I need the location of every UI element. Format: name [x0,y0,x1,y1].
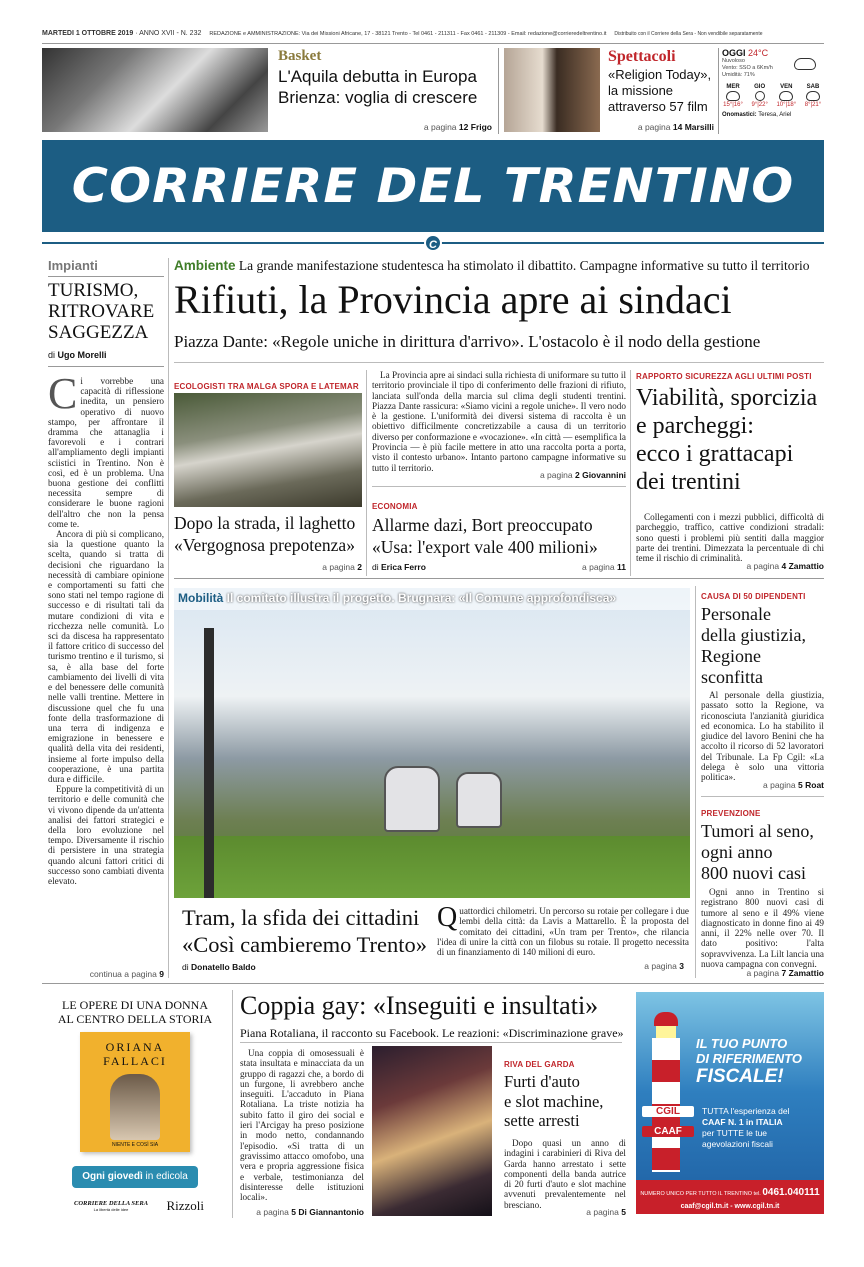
caaf-badge: CAAF [642,1126,694,1137]
main-body: La Provincia apre ai sindaci sulla richiesta di uniformare su tutto il territorio provinciale il tipo di conferimento delle frazioni di rifiuto, lanciata sull'onda della marcia sul clima degli studenti trentini. Piazza Dante rassicura: «Siamo vicini a regole uniche». Il vero nodo è la gestione. L'uniformità dei diversi sistema di raccolta è un obiettivo difficilmente concretizzabile a causa di un territorio diverso per conformazione e «vocazione». «In città — esemplifica la Provincia — è più facile mettere in atto una raccolta porta a porta, visto il contesto urbano». Intanto partono campagne informative su tutto il territorio. [372,370,626,473]
editorial-kicker: Impianti [48,258,98,273]
spettacoli-photo[interactable] [504,48,600,132]
tram-vehicle-left [384,766,440,832]
caaf-headline-line3: FISCALE! [696,1066,784,1087]
masthead[interactable] [42,140,824,232]
weather-condition: Nuvoloso [722,58,745,64]
caaf-sub4: agevolazioni fiscali [702,1139,773,1149]
giustizia-headline[interactable] [701,604,806,688]
tumori-line2: ogni anno [701,842,773,862]
basket-headline-line1: L'Aquila debutta in Europa [278,67,477,86]
main-kicker-line [174,258,809,274]
tram-page-ref[interactable]: a pagina 3 [644,961,684,971]
weather-day-gio: GIO 9°|22° [751,84,768,108]
caaf-number-line[interactable] [636,1187,824,1198]
main-kicker-text: La grande manifestazione studentesca ha stimolato il dibattito. Campagne informative su tutto il territorio [238,258,810,273]
editorial-p2: Ancora di più si complicano, sia la questione quanto la scelta, quando si tratta di decisioni che riguardano la necessità di cambiare opinione e comportamenti su fatti che sono stati nel tempo ragione di successo e di risultati tali da mutare condizioni di vita e ricchezza nelle comunità. Lo sci da discesa ha rappresentato il fattore critico di successo del turismo trentino e il turismo, si sa, è alla base del forte cambiamento dei livelli di vita e del benessere delle comunità nelle valli trentine. Mettere in discussione quel che fu una fonte della trasformazione di una terra di indigenza e emigrazione in benessere e qualità della vita dei residenti, insieme al forte impulso della cooperazione, è una partita dura e difficile. [48,529,164,784]
weather-humidity: Umidità: 71% [722,72,755,78]
viabilita-line4: dei trentini [636,469,741,495]
caaf-headline [696,1036,802,1087]
spettacoli-headline[interactable] [608,67,711,115]
issue-number: ANNO XVII - N. 232 [139,30,202,37]
page-num: 14 [672,122,683,132]
laghetto-page-ref[interactable]: a pagina 2 [322,562,362,572]
editorial-title-line1: TURISMO, [48,280,139,301]
main-subhead: Piazza Dante: «Regole uniche in dirittura d'arrivo». L'ostacolo è il nodo della gestione [174,332,761,351]
main-page-ref[interactable]: a pagina 2 Giovannini [539,470,626,480]
coppia-body: Una coppia di omosessuali è stata insultata e minacciata da un gruppo di ragazzi che, a bordo di un furgone, li avrebbero anche inseguiti. L'accaduto in Piana Rotaliana. La triste notizia ha subito fatto il giro dei social e ieri l'Arcigay ha preso posizione in modo netto, condannando l'episodio. «Si tratta di un gravissimo attacco omofobo, una vera e propria aggressione fisica e verbale, testimonianza del disinteresse delle istituzioni locali». [240,1048,364,1203]
main-headline[interactable]: Rifiuti, la Provincia apre ai sindaci [174,277,732,322]
sun-icon [755,91,765,101]
dazi-line2: «Usa: l'export vale 400 milioni» [372,537,598,557]
dazi-kicker: ECONOMIA [372,502,418,511]
editorial-body [48,369,164,886]
rizzoli-brand: Rizzoli [166,1198,204,1213]
rain-icon [726,91,740,101]
furti-line1: Furti d'auto [504,1072,580,1091]
fallaci-book-line2: FALLACI [103,1054,167,1068]
fallaci-ad-title-line2: AL CENTRO DELLA STORIA [57,1012,213,1026]
furti-kicker: RIVA DEL GARDA [504,1060,575,1069]
distribution-note: Distribuito con il Corriere della Sera - Non vendibile separatamente [614,31,763,37]
tram-dropcap: Q [437,902,458,933]
weather-day-ven: VEN 10°|18° [776,84,797,108]
caaf-subtext [702,1106,789,1150]
lighthouse-icon [646,1012,686,1172]
laghetto-photo[interactable] [174,393,362,507]
dazi-page-ref[interactable]: a pagina 11 [582,562,626,572]
tumori-line3: 800 nuovi casi [701,863,806,883]
viabilita-body: Collegamenti con i mezzi pubblici, difficoltà di parcheggio, traffico, cattive condizioni stradali: sono questi i problemi più sentiti dalla maggior parte dei trentini. Dimezzata la percentuale di chi teme il rischio di criminalità. [636,512,824,564]
dazi-line1: Allarme dazi, Bort preoccupato [372,515,593,535]
office-address: REDAZIONE e AMMINISTRAZIONE: Via dei Missioni Africane, 17 - 38121 Trento - Tel 0461 - 211311 - Fax 0461 - 211309 - Email: redazione@corrieredeltrentino.it [209,31,607,37]
caaf-contacts[interactable]: caaf@cgil.tn.it - www.cgil.tn.it [680,1203,780,1210]
fallaci-ad-title [42,998,228,1026]
viabilita-headline[interactable] [636,384,817,496]
basket-kicker: Basket [278,48,322,64]
fallaci-book-title [80,1032,190,1068]
fallaci-ad-title-line1: LE OPERE DI UNA DONNA [62,998,208,1012]
fallaci-ad[interactable] [42,992,228,1214]
viabilita-line1: Viabilità, sporcizia [636,385,818,411]
laghetto-line2: «Vergognosa prepotenza» [174,535,355,555]
viabilita-kicker: RAPPORTO SICUREZZA AGLI ULTIMI POSTI [636,372,812,381]
caaf-number: 0461.040111 [762,1187,820,1198]
fallaci-book-line1: ORIANA [105,1040,165,1054]
cgil-badge: CGIL [642,1106,694,1117]
viabilita-line2: e parcheggi: [636,413,754,439]
spettacoli-line3: attraverso 57 film [608,99,708,114]
laghetto-headline[interactable] [174,512,355,556]
furti-body: Dopo quasi un anno di indagini i carabinieri di Riva del Garda hanno arrestato i sette componenti della banda autrice di 20 furti d'auto e slot machine avvenuti prevalentemente nel bresciano. [504,1138,626,1210]
tram-body-box [437,902,689,958]
tumori-page-ref[interactable]: a pagina 7 Zamattio [746,968,824,978]
spettacoli-line1: «Religion Today», [608,67,712,82]
top-info-bar: MARTEDÌ 1 OTTOBRE 2019 · ANNO XVII - N. 232 REDAZIONE e AMMINISTRAZIONE: Via dei Missioni Africane, 17 - 38121 Trento - Tel 0461 - 211311 - Fax 0461 - 211309 - Email: redazione@corrieredeltrentino.it Distribuito con il Corriere della Sera - Non vendibile separatamente [42,30,763,37]
spettacoli-kicker: Spettacoli [608,48,676,65]
caaf-sub1: TUTTA l'esperienza del [702,1106,790,1116]
giustizia-line1: Personale [701,604,771,624]
spettacoli-page-ref[interactable] [604,122,714,132]
dazi-headline[interactable] [372,514,598,558]
tumori-body: Ogni anno in Trentino si registrano 800 nuovi casi di tumore al seno e il 49% viene diagnosticato in donne fino ai 49 anni, il 22% nelle over 70. Il dato positivo: l'alta sopravvivenza. La Lilt lancia una nuova campagna con convegni. [701,887,824,970]
furti-line3: sette arresti [504,1111,580,1130]
furti-line2: e slot machine, [504,1091,604,1111]
cloud-icon [794,58,816,70]
viabilita-line3: ecco i grattacapi [636,441,794,467]
tram-body: uattordici chilometri. Un percorso su rotaie per collegare i due lembi della città: da Lavis a Mattarello. È la proposta del comitato dei cittadini, «Un tram per Trento», che rilancia l'idea di unire la città con un filobus su rotaie. Il progetto necessita di un finanziamento di 140 milioni di euro. [437,906,689,958]
laghetto-line1: Dopo la strada, il laghetto [174,513,356,533]
weather-day-mer: MER 15°|16° [723,84,743,108]
giustizia-page-ref[interactable]: a pagina 5 Roat [763,780,824,790]
weather-wind: Vento: SSO a 6Km/h [722,65,773,71]
editorial-title[interactable] [48,280,154,343]
corriere-brand: CORRIERE DELLA SERA [74,1200,149,1207]
tram-line1: Tram, la sfida dei cittadini [182,905,420,930]
spettacoli-line2: la missione [608,83,674,98]
tram-vehicle-right [456,772,502,828]
caaf-sub2: CAAF N. 1 in ITALIA [702,1117,783,1127]
giustizia-line2: della giustizia, [701,625,806,645]
weather-today-label: OGGI [722,48,746,58]
basket-headline[interactable] [278,66,477,108]
slot-machine-photo[interactable] [372,1046,492,1216]
coppia-subhead: Piana Rotaliana, il racconto su Facebook. Le reazioni: «Discriminazione grave» [240,1026,624,1040]
giustizia-line3: Regione [701,646,761,666]
fallaci-portrait [110,1074,160,1140]
editorial-title-line2: RITROVARE [48,301,155,322]
tram-headline[interactable] [182,904,427,958]
author: Frigo [470,122,492,132]
editorial-dropcap: C [48,369,78,418]
fallaci-book-sub: NIENTE E COSÌ SIA [111,1142,159,1148]
coppia-page-ref[interactable]: a pagina 5 Di Giannantonio [256,1207,364,1217]
laghetto-kicker: ECOLOGISTI TRA MALGA SPORA E LATEMAR [174,382,359,391]
furti-headline[interactable] [504,1072,603,1131]
tram-photo[interactable] [174,588,690,898]
dazi-byline: di Erica Ferro [372,562,426,572]
rain-icon [779,91,793,101]
main-kicker: Ambiente [174,258,236,273]
furti-page-ref[interactable]: a pagina 5 [586,1207,626,1217]
onomastici-names: Teresa, Ariel [758,112,792,118]
caaf-ad[interactable] [636,992,824,1214]
fallaci-book-cover [80,1032,190,1152]
issue-date: MARTEDÌ 1 OTTOBRE 2019 [42,30,134,37]
page-prefix: a pagina [423,122,457,132]
coppia-headline[interactable]: Coppia gay: «Inseguiti e insultati» [240,991,599,1020]
editorial-byline: di Ugo Morelli [48,350,107,360]
tram-kicker-text: Il comitato illustra il progetto. Brugnara: «Il Comune approfondisca» [226,591,617,605]
tram-kicker-line [178,591,616,605]
tram-byline: di Donatello Baldo [182,962,256,972]
page-num: 12 [458,122,469,132]
giustizia-kicker: CAUSA DI 50 DIPENDENTI [701,592,806,601]
basket-headline-line2: Brienza: voglia di crescere [278,88,478,107]
viabilita-page-ref[interactable]: a pagina 4 Zamattio [746,561,824,571]
editorial-title-line3: SAGGEZZA [48,322,149,343]
masthead-title: CORRIERE DEL TRENTINO [71,158,795,214]
basket-page-ref[interactable] [380,122,492,132]
editorial-author: Ugo Morelli [57,350,107,360]
page-prefix: a pagina [637,122,671,132]
author: Marsilli [684,122,714,132]
editorial-lead: i vorrebbe una capacità di riflessione inedita, un pensiero operativo di nuovo stampo, per affrontare il dramma che attanaglia i favorevoli e i contrari all'ampliamento degli impianti sciistici in Trentino. Non è così, ed è un problema. Una buona gestione dei conflitti necessita sempre di considerare le buone ragioni dell'altro che non la pensa come te. [48,376,164,529]
giustizia-body: Al personale della giustizia, passato sotto la Regione, va riconosciuta l'anzianità giuridica ed economica. Lo ha stabilito il giudice del lavoro Benini che ha accolto il ricorso di 52 lavoratori del Tribunale. La Fp Cgil: «La delega è solo una vittoria politica». [701,690,824,783]
corriere-brand-sub: La libertà delle idee [93,1207,129,1212]
masthead-badge: C [424,234,442,252]
tram-kicker: Mobilità [178,591,224,605]
tumori-line1: Tumori al seno, [701,821,814,841]
weather-today-temp: 24°C [748,48,769,58]
tram-line2: «Così cambieremo Trento» [182,932,427,957]
caaf-sub3: per TUTTE le tue [702,1128,768,1138]
onomastici-label: Onomastici: [722,112,757,118]
editorial-p3: Eppure la competitività di un territorio e delle comunità che vi vivono dipende da un'attenta analisi dei fattori strategici e della loro evoluzione nel tempo. Diversamente il rischio di persistere in una strategia quando alcuni fattori critici di successo sono cambiati diventa elevato. [48,784,164,886]
caaf-headline-line1: IL TUO PUNTO [696,1036,788,1051]
editorial-continue[interactable]: continua a pagina 9 [89,969,164,979]
weather-day-sab: SAB 8°|21° [804,84,822,108]
tumori-kicker: PREVENZIONE [701,809,761,818]
caaf-headline-line2: DI RIFERIMENTO [696,1051,802,1066]
giustizia-line4: sconfitta [701,667,763,687]
caaf-number-label: NUMERO UNICO PER TUTTO IL TRENTINO tel. [640,1191,761,1197]
fallaci-cta[interactable]: Ogni giovedì in edicola [72,1166,198,1188]
basket-photo[interactable] [42,48,268,132]
weather-box [722,48,824,134]
tumori-headline[interactable] [701,821,814,884]
cloud-icon [806,91,820,101]
